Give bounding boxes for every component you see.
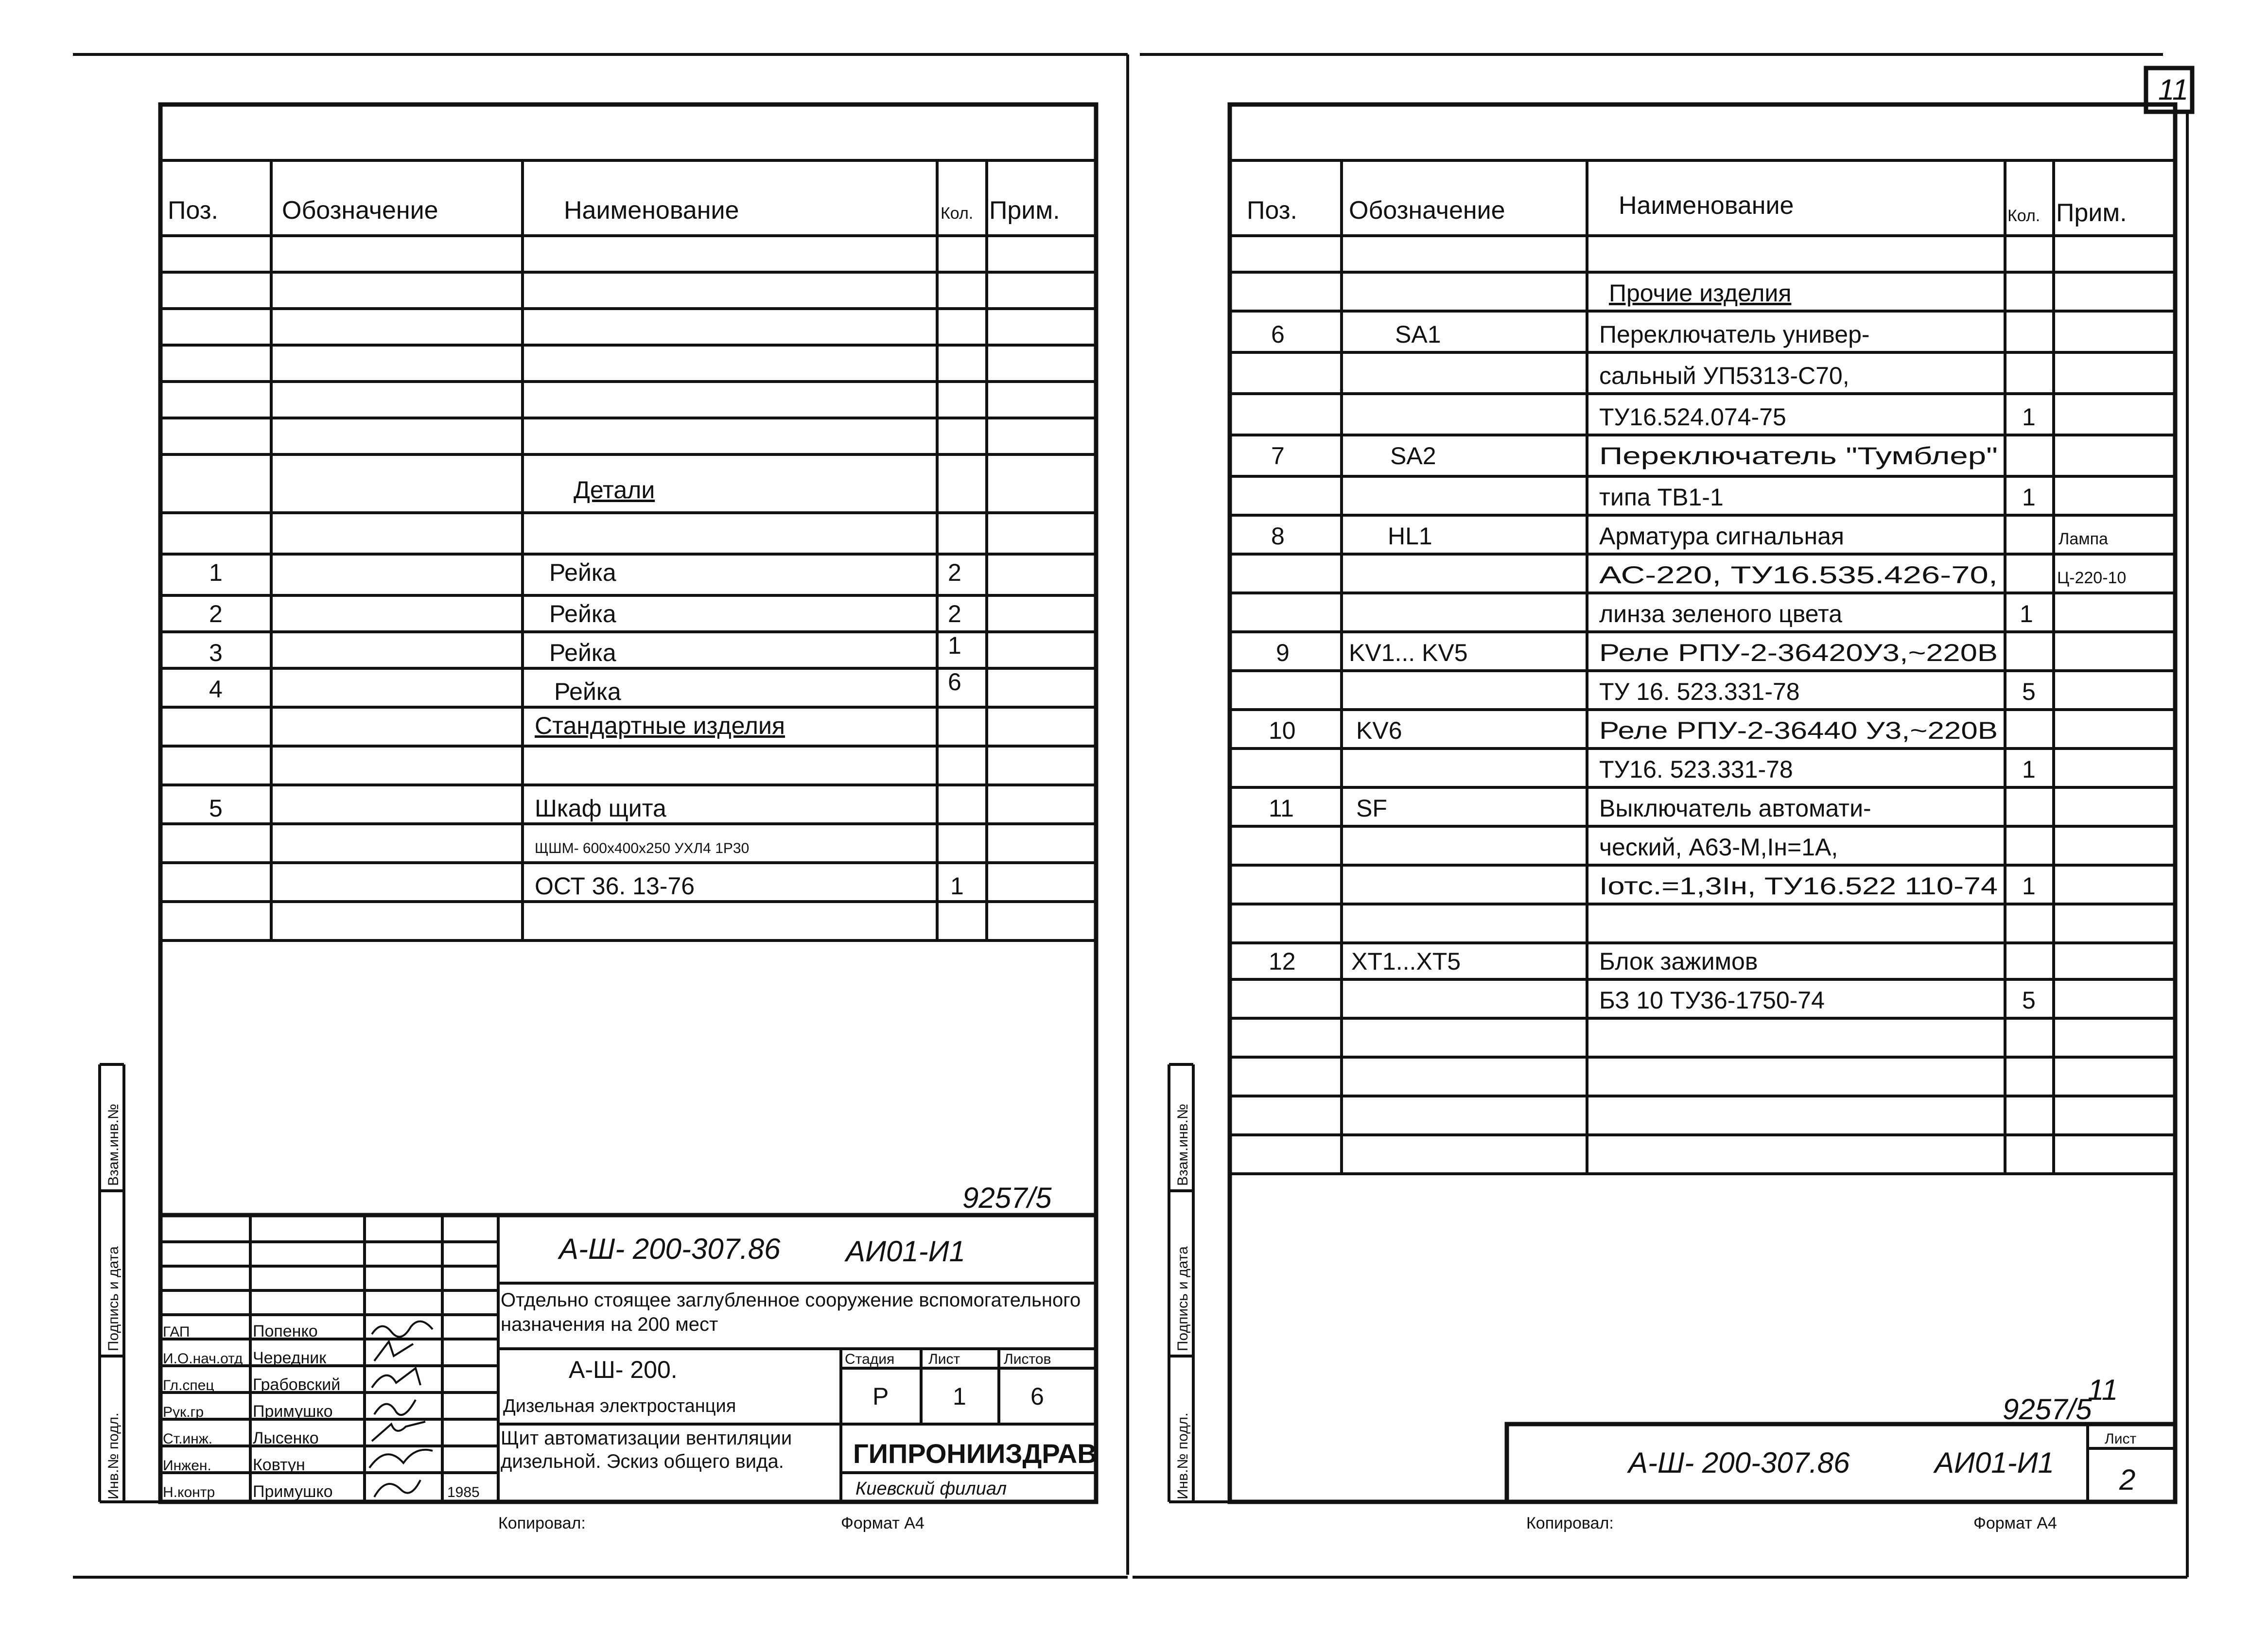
table-row <box>209 668 961 705</box>
table-row <box>1599 561 2126 589</box>
page-mark: 11 <box>2158 73 2189 106</box>
staff-name: Примушко <box>253 1482 333 1501</box>
staff-role: ГАП <box>163 1324 190 1340</box>
right-title-block <box>1507 1424 2175 1502</box>
row-qty: 1 <box>2022 403 2036 431</box>
organization-branch: Киевский филиал <box>855 1479 1007 1499</box>
staff-role: Гл.спец <box>163 1377 214 1393</box>
row-name: Шкаф щита <box>535 795 666 822</box>
format-label: Формат А4 <box>841 1514 925 1532</box>
row-name: Рейка <box>549 600 616 627</box>
row-name: типа ТВ1-1 <box>1599 484 1724 511</box>
row-pos: 4 <box>209 676 223 703</box>
staff-role: Н.контр <box>163 1484 215 1500</box>
row-name: Блок зажимов <box>1599 948 1758 975</box>
table-row <box>535 712 785 739</box>
side-label-replacement: Взам.инв.№ <box>1175 1103 1191 1186</box>
table-row <box>209 600 961 627</box>
drawing-title-box <box>501 1427 841 1502</box>
side-label-replacement: Взам.инв.№ <box>105 1103 122 1186</box>
row-name: линза зеленого цвета <box>1599 600 1843 627</box>
row-name: АС-220, ТУ16.535.426-70, <box>1599 561 1998 589</box>
stage-label: Стадия <box>845 1351 895 1367</box>
table-row <box>209 559 961 586</box>
row-name: БЗ 10 ТУ36-1750-74 <box>1599 987 1825 1014</box>
copied-label: Копировал: <box>498 1514 586 1532</box>
staff-role: И.О.нач.отд <box>163 1351 243 1367</box>
row-note: Лампа <box>2059 530 2108 548</box>
staff-name: Попенко <box>253 1322 318 1340</box>
row-pos: 5 <box>209 795 223 822</box>
right-spec-table <box>1230 160 2175 1174</box>
table-row <box>1599 872 2036 900</box>
row-name: ТУ16.524.074-75 <box>1599 403 1786 431</box>
document-mark: АИ01-И1 <box>846 1235 965 1268</box>
row-pos: 9 <box>1276 639 1290 666</box>
staff-name: Ковтун <box>253 1456 305 1474</box>
table-row <box>1599 756 2036 783</box>
row-designation: SA1 <box>1395 321 1441 348</box>
row-name: Арматура сигнальная <box>1599 522 1844 550</box>
side-label-signature: Подпись и дата <box>1175 1246 1191 1351</box>
row-designation: HL1 <box>1388 522 1432 550</box>
year: 1985 <box>447 1484 480 1500</box>
stage-value: Р <box>872 1383 889 1410</box>
header-designation: Обозначение <box>282 196 438 225</box>
sheet-label: Лист <box>2105 1431 2137 1447</box>
table-row <box>1271 442 1998 470</box>
row-name: ТУ 16. 523.331-78 <box>1599 678 1800 705</box>
table-row <box>209 632 961 666</box>
row-name: Рейка <box>549 559 616 586</box>
table-row <box>1271 321 1870 348</box>
sheet-value: 2 <box>2119 1463 2136 1496</box>
side-label-inventory: Инв.№ подл. <box>1175 1412 1191 1499</box>
section-heading: Прочие изделия <box>1609 279 1792 307</box>
staff-name: Лысенко <box>253 1429 319 1447</box>
left-table-rows <box>209 476 964 900</box>
row-designation: KV1... KV5 <box>1349 639 1468 666</box>
left-side-stamp <box>100 1064 160 1502</box>
row-designation: SF <box>1356 795 1387 822</box>
header-qty: Кол. <box>2007 207 2041 225</box>
header-pos: Поз. <box>1247 196 1297 225</box>
copied-label: Копировал: <box>1526 1514 1614 1532</box>
table-row <box>1271 522 2108 550</box>
table-row <box>1599 600 2033 627</box>
staff-name: Грабовский <box>253 1375 341 1394</box>
row-name: Выключатель автомати- <box>1599 795 1871 822</box>
row-qty: 1 <box>950 872 964 900</box>
right-side-stamp <box>1169 1064 1230 1502</box>
staff-role: Рук.гр <box>163 1404 204 1420</box>
header-note: Прим. <box>989 196 1060 225</box>
header-note: Прим. <box>2056 199 2127 227</box>
sheet-value: 1 <box>953 1383 966 1410</box>
document-code: А-Ш- 200-307.86 <box>559 1233 781 1265</box>
album-number: 9257/5 <box>2003 1393 2092 1426</box>
table-row <box>1599 678 2036 705</box>
right-table-header <box>1247 191 2127 227</box>
row-name: ОСТ 36. 13-76 <box>535 872 695 900</box>
table-row <box>1269 717 1998 744</box>
row-pos: 3 <box>209 639 223 666</box>
staff-role: Инжен. <box>163 1458 211 1474</box>
table-row <box>1599 362 1849 389</box>
row-qty: 5 <box>2022 987 2036 1014</box>
table-row <box>209 795 666 822</box>
row-qty: 6 <box>948 668 961 696</box>
header-designation: Обозначение <box>1349 196 1505 225</box>
section-heading: Детали <box>574 476 655 504</box>
album-sheet: 11 <box>2088 1374 2118 1406</box>
row-name: ЩШМ- 600х400х250 УХЛ4 1Р30 <box>535 840 750 856</box>
format-label: Формат А4 <box>1973 1514 2057 1532</box>
table-row <box>1269 795 1871 822</box>
staff-role: Ст.инж. <box>163 1431 213 1447</box>
header-name: Наименование <box>1619 191 1794 220</box>
row-qty: 1 <box>2020 600 2033 627</box>
row-pos: 1 <box>209 559 223 586</box>
table-row <box>1609 279 1791 307</box>
album-number: 9257/5 <box>962 1182 1052 1214</box>
sheets-value: 6 <box>1030 1383 1044 1410</box>
row-pos: 8 <box>1271 522 1285 550</box>
row-name: Рейка <box>554 678 621 705</box>
object-description: Отдельно стоящее заглубленное сооружение вспомогательного назначения на 200 мест <box>501 1289 1081 1335</box>
row-pos: 12 <box>1269 948 1296 975</box>
left-title-block <box>160 1215 1097 1502</box>
row-qty: 5 <box>2022 678 2036 705</box>
left-sheet <box>100 104 1097 1532</box>
row-designation: XT1...XT5 <box>1351 948 1461 975</box>
row-name: Рейка <box>549 639 616 666</box>
row-pos: 7 <box>1271 442 1285 470</box>
table-row <box>1599 834 1838 861</box>
table-row <box>1276 639 1998 666</box>
signatures <box>369 1322 433 1497</box>
row-name: ческий, А63-М,Iн=1А, <box>1599 834 1838 861</box>
row-qty: 2 <box>948 600 961 627</box>
row-designation: SA2 <box>1390 442 1436 470</box>
staff-name: Чередник <box>253 1349 327 1367</box>
table-row <box>1599 987 2036 1014</box>
row-name: Реле РПУ-2-36440 У3,~220В <box>1599 717 1998 744</box>
table-row <box>1599 484 2036 511</box>
side-label-inventory: Инв.№ подл. <box>105 1412 122 1499</box>
row-pos: 10 <box>1269 717 1296 744</box>
left-table-header <box>168 196 1060 225</box>
row-qty: 1 <box>2022 484 2036 511</box>
sheets-label: Листов <box>1004 1351 1051 1367</box>
header-name: Наименование <box>564 196 739 225</box>
side-label-signature: Подпись и дата <box>105 1246 122 1351</box>
row-name: ТУ16. 523.331-78 <box>1599 756 1793 783</box>
right-sheet <box>1169 68 2192 1577</box>
row-qty: 1 <box>948 632 961 659</box>
row-qty: 1 <box>2022 756 2036 783</box>
drawing-title: Щит автоматизации вентиляции дизельной. Эскиз общего вида. <box>501 1427 792 1472</box>
staff-name: Примушко <box>253 1402 333 1421</box>
project-code: А-Ш- 200. <box>569 1356 678 1383</box>
row-name: Реле РПУ-2-36420У3,~220В <box>1599 639 1998 666</box>
row-pos: 6 <box>1271 321 1285 348</box>
table-row <box>1599 403 2036 431</box>
row-qty: 2 <box>948 559 961 586</box>
row-name: сальный УП5313-С70, <box>1599 362 1849 389</box>
row-name: Iотс.=1,3Iн, ТУ16.522 110-74 <box>1599 872 1998 900</box>
row-name: Переключатель "Тумблер" <box>1599 442 1998 470</box>
document-mark: АИ01-И1 <box>1935 1446 2054 1479</box>
sheet-label: Лист <box>928 1351 960 1367</box>
table-row <box>535 872 964 900</box>
row-name: Переключатель универ- <box>1599 321 1870 348</box>
object-description-box <box>501 1288 1094 1346</box>
row-qty: 1 <box>2022 872 2036 900</box>
row-note: Ц-220-10 <box>2057 569 2127 587</box>
header-qty: Кол. <box>941 204 974 223</box>
section-heading: Стандартные изделия <box>535 712 785 739</box>
row-pos: 11 <box>1269 795 1294 822</box>
left-spec-table <box>160 160 1096 940</box>
row-pos: 2 <box>209 600 223 627</box>
table-row <box>535 840 749 856</box>
document-code: А-Ш- 200-307.86 <box>1628 1446 1850 1479</box>
organization-name: ГИПРОНИИЗДРАВ <box>853 1438 1097 1469</box>
row-designation: KV6 <box>1356 717 1402 744</box>
table-row <box>574 476 655 504</box>
building-name: Дизельная электростанция <box>503 1396 736 1416</box>
header-pos: Поз. <box>168 196 218 225</box>
